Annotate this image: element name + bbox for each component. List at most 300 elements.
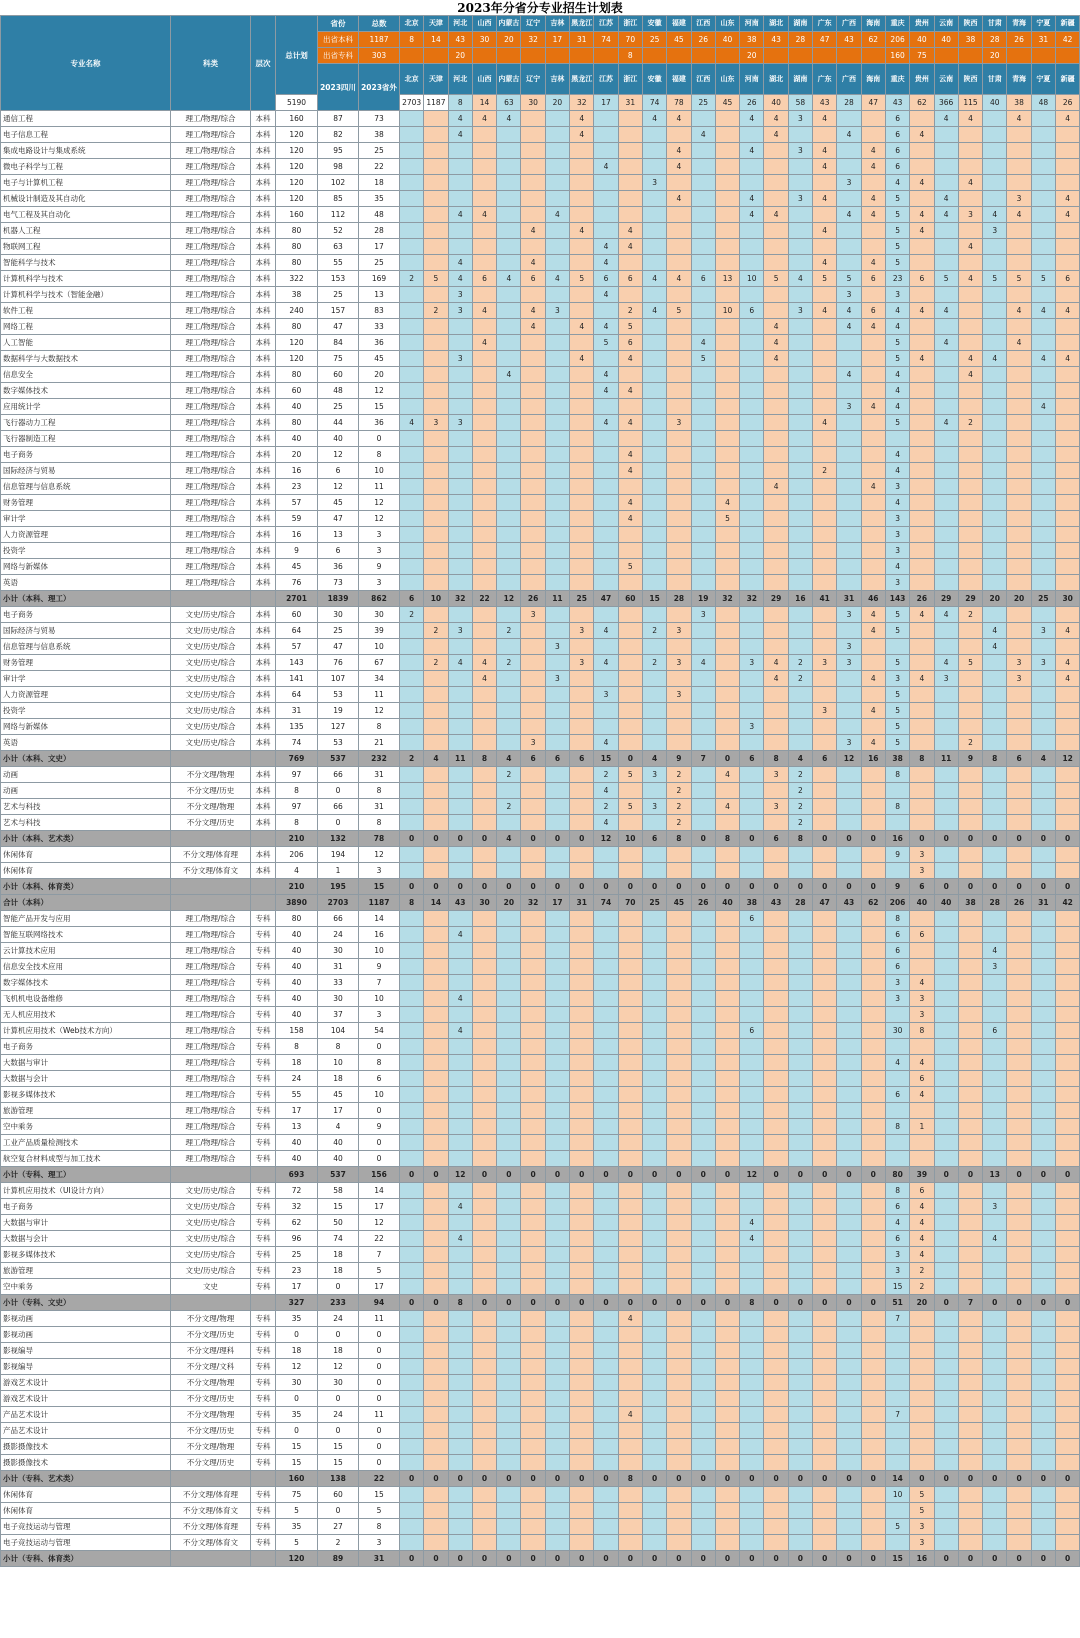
province-cell bbox=[910, 431, 934, 447]
subtotal-row bbox=[1, 1471, 1080, 1487]
outside-count: 169 bbox=[359, 271, 400, 287]
province-cell: 0 bbox=[521, 831, 545, 847]
province-cell bbox=[642, 207, 666, 223]
header-junior-count bbox=[1007, 48, 1031, 64]
province-cell bbox=[788, 1535, 812, 1551]
province-cell: 3 bbox=[667, 687, 691, 703]
province-cell bbox=[740, 223, 764, 239]
province-cell bbox=[618, 1535, 642, 1551]
province-cell bbox=[1007, 511, 1031, 527]
province-cell bbox=[570, 735, 594, 751]
major-level bbox=[251, 1471, 276, 1487]
header-junior-count bbox=[764, 48, 788, 64]
province-cell bbox=[934, 143, 958, 159]
province-cell: 4 bbox=[885, 367, 909, 383]
province-cell bbox=[691, 943, 715, 959]
province-cell bbox=[497, 1199, 521, 1215]
major-level: 专科 bbox=[251, 1391, 276, 1407]
sichuan-count: 127 bbox=[318, 719, 359, 735]
header-province-name: 内蒙古 bbox=[497, 64, 521, 95]
province-cell: 4 bbox=[1056, 207, 1080, 223]
province-cell bbox=[764, 1263, 788, 1279]
province-cell: 4 bbox=[497, 831, 521, 847]
province-cell bbox=[472, 703, 496, 719]
province-cell bbox=[764, 559, 788, 575]
sichuan-count: 63 bbox=[318, 239, 359, 255]
province-cell: 8 bbox=[885, 1183, 909, 1199]
major-category: 理工/物理/综合 bbox=[171, 335, 251, 351]
province-cell: 0 bbox=[497, 1471, 521, 1487]
province-cell bbox=[570, 255, 594, 271]
province-cell bbox=[545, 383, 569, 399]
province-cell bbox=[740, 1519, 764, 1535]
sichuan-count: 25 bbox=[318, 623, 359, 639]
province-cell bbox=[983, 495, 1007, 511]
province-cell: 0 bbox=[958, 1551, 982, 1567]
header-undergrad-count: 20 bbox=[497, 32, 521, 48]
province-cell: 0 bbox=[715, 1167, 739, 1183]
province-cell bbox=[570, 559, 594, 575]
province-cell bbox=[497, 511, 521, 527]
province-cell: 16 bbox=[885, 831, 909, 847]
table-row bbox=[1, 1087, 1080, 1103]
province-cell bbox=[813, 1119, 837, 1135]
province-cell bbox=[958, 703, 982, 719]
province-cell bbox=[424, 1359, 448, 1375]
province-cell bbox=[983, 1391, 1007, 1407]
province-cell: 5 bbox=[667, 303, 691, 319]
province-cell bbox=[545, 1535, 569, 1551]
province-cell bbox=[545, 703, 569, 719]
province-cell bbox=[983, 1535, 1007, 1551]
province-cell bbox=[740, 1375, 764, 1391]
province-cell bbox=[448, 527, 472, 543]
header-province-sum: 20 bbox=[545, 95, 569, 111]
province-cell bbox=[594, 1087, 618, 1103]
province-cell: 3 bbox=[448, 623, 472, 639]
province-cell bbox=[618, 1055, 642, 1071]
header-province-sum: 26 bbox=[1056, 95, 1080, 111]
province-cell bbox=[813, 1007, 837, 1023]
province-cell bbox=[958, 431, 982, 447]
province-cell bbox=[618, 783, 642, 799]
major-category: 理工/物理/综合 bbox=[171, 191, 251, 207]
province-cell: 3 bbox=[813, 655, 837, 671]
province-cell bbox=[861, 351, 885, 367]
province-cell: 16 bbox=[861, 751, 885, 767]
province-cell bbox=[618, 479, 642, 495]
outside-count: 0 bbox=[359, 1343, 400, 1359]
province-cell bbox=[400, 191, 424, 207]
province-cell bbox=[788, 1375, 812, 1391]
province-cell bbox=[958, 1375, 982, 1391]
sichuan-count: 95 bbox=[318, 143, 359, 159]
province-cell: 0 bbox=[691, 1295, 715, 1311]
province-cell bbox=[861, 1119, 885, 1135]
province-cell bbox=[400, 671, 424, 687]
province-cell bbox=[910, 287, 934, 303]
outside-count: 0 bbox=[359, 1391, 400, 1407]
outside-count: 45 bbox=[359, 351, 400, 367]
province-cell bbox=[497, 975, 521, 991]
province-cell bbox=[1056, 1327, 1080, 1343]
province-cell bbox=[983, 1135, 1007, 1151]
province-cell bbox=[1056, 1535, 1080, 1551]
header-province-name: 云南 bbox=[934, 64, 958, 95]
province-cell: 6 bbox=[1007, 751, 1031, 767]
province-cell bbox=[764, 1503, 788, 1519]
province-cell: 4 bbox=[837, 319, 861, 335]
province-cell bbox=[837, 559, 861, 575]
header-out-undergrad-label: 出省本科 bbox=[318, 32, 359, 48]
major-category: 理工/物理/综合 bbox=[171, 159, 251, 175]
province-cell: 4 bbox=[910, 1247, 934, 1263]
province-cell bbox=[958, 399, 982, 415]
province-cell bbox=[472, 415, 496, 431]
province-cell bbox=[837, 335, 861, 351]
province-cell bbox=[521, 1247, 545, 1263]
province-cell bbox=[1007, 127, 1031, 143]
province-cell: 29 bbox=[958, 591, 982, 607]
major-category: 不分文理/文科 bbox=[171, 1359, 251, 1375]
province-cell bbox=[424, 559, 448, 575]
province-cell bbox=[594, 671, 618, 687]
province-cell: 0 bbox=[667, 1295, 691, 1311]
province-cell bbox=[1007, 1215, 1031, 1231]
header-province-name: 宁夏 bbox=[1031, 64, 1055, 95]
province-cell bbox=[958, 1263, 982, 1279]
province-cell bbox=[983, 303, 1007, 319]
province-cell bbox=[667, 495, 691, 511]
outside-count: 22 bbox=[359, 1471, 400, 1487]
province-cell bbox=[570, 1535, 594, 1551]
total-plan: 97 bbox=[276, 767, 318, 783]
province-cell bbox=[1031, 175, 1055, 191]
province-cell bbox=[642, 1455, 666, 1471]
province-cell bbox=[1056, 431, 1080, 447]
province-cell bbox=[715, 1279, 739, 1295]
province-cell bbox=[1056, 239, 1080, 255]
province-cell bbox=[594, 143, 618, 159]
province-cell bbox=[400, 623, 424, 639]
province-cell bbox=[424, 543, 448, 559]
header-undergrad-count: 25 bbox=[642, 32, 666, 48]
province-cell: 6 bbox=[910, 271, 934, 287]
table-row bbox=[1, 399, 1080, 415]
province-cell bbox=[715, 159, 739, 175]
major-category: 理工/物理/综合 bbox=[171, 1103, 251, 1119]
province-cell bbox=[715, 911, 739, 927]
province-cell bbox=[885, 431, 909, 447]
major-level: 本科 bbox=[251, 303, 276, 319]
total-plan: 76 bbox=[276, 575, 318, 591]
major-level: 本科 bbox=[251, 639, 276, 655]
province-cell bbox=[400, 703, 424, 719]
province-cell bbox=[740, 1455, 764, 1471]
header-province-name: 青海 bbox=[1007, 16, 1031, 32]
table-row bbox=[1, 1119, 1080, 1135]
province-cell bbox=[472, 815, 496, 831]
major-name: 机械设计制造及其自动化 bbox=[1, 191, 171, 207]
province-cell bbox=[594, 943, 618, 959]
province-cell: 0 bbox=[521, 1551, 545, 1567]
province-cell bbox=[570, 1039, 594, 1055]
province-cell: 4 bbox=[764, 351, 788, 367]
province-cell bbox=[910, 943, 934, 959]
province-cell bbox=[764, 719, 788, 735]
province-cell bbox=[521, 959, 545, 975]
province-cell bbox=[448, 1263, 472, 1279]
header-province-sum: 43 bbox=[813, 95, 837, 111]
province-cell: 4 bbox=[934, 111, 958, 127]
header-province-name: 河北 bbox=[448, 64, 472, 95]
province-cell bbox=[472, 1023, 496, 1039]
province-cell bbox=[424, 1119, 448, 1135]
province-cell bbox=[521, 351, 545, 367]
province-cell bbox=[983, 1343, 1007, 1359]
province-cell: 3 bbox=[910, 863, 934, 879]
outside-count: 0 bbox=[359, 1439, 400, 1455]
province-cell: 4 bbox=[885, 447, 909, 463]
province-cell bbox=[813, 1087, 837, 1103]
province-cell bbox=[861, 1135, 885, 1151]
province-cell bbox=[691, 959, 715, 975]
province-cell bbox=[472, 575, 496, 591]
province-cell bbox=[861, 367, 885, 383]
province-cell bbox=[813, 431, 837, 447]
province-cell bbox=[497, 1407, 521, 1423]
table-row bbox=[1, 863, 1080, 879]
province-cell: 6 bbox=[400, 591, 424, 607]
province-cell bbox=[667, 1199, 691, 1215]
major-name: 休闲体育 bbox=[1, 1487, 171, 1503]
province-cell bbox=[837, 1375, 861, 1391]
header-province-sum: 38 bbox=[1007, 95, 1031, 111]
province-cell: 4 bbox=[934, 655, 958, 671]
province-cell bbox=[691, 383, 715, 399]
province-cell bbox=[934, 1391, 958, 1407]
province-cell bbox=[1031, 1199, 1055, 1215]
province-cell: 0 bbox=[691, 1471, 715, 1487]
header-total-plan: 总计划 bbox=[276, 16, 318, 95]
province-cell: 4 bbox=[885, 175, 909, 191]
province-cell bbox=[715, 239, 739, 255]
province-cell: 25 bbox=[642, 895, 666, 911]
province-cell bbox=[497, 959, 521, 975]
major-category: 不分文理/历史 bbox=[171, 815, 251, 831]
province-cell bbox=[400, 575, 424, 591]
province-cell bbox=[1007, 159, 1031, 175]
province-cell bbox=[764, 1119, 788, 1135]
province-cell bbox=[667, 255, 691, 271]
province-cell bbox=[1031, 223, 1055, 239]
province-cell: 4 bbox=[448, 1231, 472, 1247]
province-cell bbox=[1056, 703, 1080, 719]
province-cell bbox=[958, 1215, 982, 1231]
province-cell bbox=[910, 1311, 934, 1327]
province-cell bbox=[570, 1023, 594, 1039]
province-cell bbox=[764, 1231, 788, 1247]
province-cell bbox=[983, 479, 1007, 495]
province-cell bbox=[570, 783, 594, 799]
province-cell: 3 bbox=[837, 607, 861, 623]
province-cell: 0 bbox=[472, 879, 496, 895]
province-cell bbox=[861, 655, 885, 671]
province-cell: 74 bbox=[594, 895, 618, 911]
province-cell bbox=[885, 1343, 909, 1359]
province-cell: 4 bbox=[642, 271, 666, 287]
major-category: 理工/物理/综合 bbox=[171, 223, 251, 239]
province-cell bbox=[764, 527, 788, 543]
header-undergrad-count: 40 bbox=[934, 32, 958, 48]
province-cell bbox=[497, 1183, 521, 1199]
major-category: 理工/物理/综合 bbox=[171, 927, 251, 943]
major-level bbox=[251, 1551, 276, 1567]
province-cell bbox=[545, 399, 569, 415]
province-cell bbox=[1007, 799, 1031, 815]
table-row bbox=[1, 1359, 1080, 1375]
province-cell bbox=[618, 127, 642, 143]
province-cell bbox=[642, 1519, 666, 1535]
province-cell bbox=[715, 319, 739, 335]
outside-count: 15 bbox=[359, 879, 400, 895]
province-cell bbox=[715, 383, 739, 399]
province-cell bbox=[1056, 415, 1080, 431]
table-row bbox=[1, 687, 1080, 703]
major-name: 物联网工程 bbox=[1, 239, 171, 255]
province-cell bbox=[545, 943, 569, 959]
province-cell bbox=[497, 1359, 521, 1375]
province-cell bbox=[521, 1407, 545, 1423]
province-cell bbox=[642, 943, 666, 959]
province-cell bbox=[764, 431, 788, 447]
province-cell bbox=[570, 495, 594, 511]
province-cell bbox=[400, 559, 424, 575]
province-cell bbox=[1056, 1231, 1080, 1247]
province-cell bbox=[958, 1359, 982, 1375]
province-cell bbox=[570, 703, 594, 719]
province-cell: 8 bbox=[910, 1023, 934, 1039]
province-cell bbox=[958, 975, 982, 991]
province-cell: 4 bbox=[813, 143, 837, 159]
province-cell bbox=[545, 1135, 569, 1151]
province-cell: 0 bbox=[545, 879, 569, 895]
sichuan-count: 17 bbox=[318, 1103, 359, 1119]
province-cell bbox=[618, 543, 642, 559]
province-cell bbox=[472, 1039, 496, 1055]
province-cell bbox=[715, 1439, 739, 1455]
table-row bbox=[1, 1231, 1080, 1247]
province-cell bbox=[764, 1391, 788, 1407]
province-cell bbox=[934, 943, 958, 959]
province-cell bbox=[570, 1087, 594, 1103]
province-cell bbox=[424, 1039, 448, 1055]
table-row bbox=[1, 1183, 1080, 1199]
header-junior-count bbox=[472, 48, 496, 64]
province-cell bbox=[1007, 1519, 1031, 1535]
province-cell: 6 bbox=[691, 271, 715, 287]
outside-count: 12 bbox=[359, 495, 400, 511]
province-cell: 5 bbox=[764, 271, 788, 287]
province-cell bbox=[740, 1199, 764, 1215]
province-cell bbox=[448, 1343, 472, 1359]
major-name: 动画 bbox=[1, 767, 171, 783]
province-cell: 6 bbox=[910, 879, 934, 895]
province-cell bbox=[861, 1535, 885, 1551]
province-cell bbox=[594, 991, 618, 1007]
table-row bbox=[1, 175, 1080, 191]
major-category: 不分文理/体育理 bbox=[171, 847, 251, 863]
sichuan-count: 60 bbox=[318, 367, 359, 383]
province-cell bbox=[618, 1231, 642, 1247]
total-plan: 35 bbox=[276, 1519, 318, 1535]
province-cell bbox=[521, 1087, 545, 1103]
province-cell bbox=[642, 1135, 666, 1151]
province-cell bbox=[764, 463, 788, 479]
province-cell bbox=[813, 1151, 837, 1167]
province-cell bbox=[764, 1407, 788, 1423]
province-cell bbox=[910, 335, 934, 351]
province-cell bbox=[642, 191, 666, 207]
province-cell bbox=[570, 431, 594, 447]
province-cell bbox=[983, 1407, 1007, 1423]
major-name: 飞机机电设备维修 bbox=[1, 991, 171, 1007]
province-cell: 0 bbox=[424, 1551, 448, 1567]
table-row bbox=[1, 351, 1080, 367]
province-cell bbox=[618, 1183, 642, 1199]
province-cell bbox=[958, 1311, 982, 1327]
province-cell: 0 bbox=[618, 751, 642, 767]
table-row bbox=[1, 1151, 1080, 1167]
outside-count: 11 bbox=[359, 687, 400, 703]
province-cell bbox=[861, 687, 885, 703]
province-cell bbox=[424, 111, 448, 127]
province-cell: 43 bbox=[837, 895, 861, 911]
province-cell bbox=[400, 975, 424, 991]
major-name: 休闲体育 bbox=[1, 847, 171, 863]
major-category bbox=[171, 591, 251, 607]
major-category: 不分文理/历史 bbox=[171, 1327, 251, 1343]
province-cell bbox=[813, 1103, 837, 1119]
province-cell bbox=[1007, 1087, 1031, 1103]
table-row bbox=[1, 239, 1080, 255]
province-cell bbox=[618, 207, 642, 223]
province-cell bbox=[545, 1247, 569, 1263]
total-plan: 55 bbox=[276, 1087, 318, 1103]
province-cell: 4 bbox=[910, 1087, 934, 1103]
province-cell bbox=[740, 1391, 764, 1407]
total-plan: 206 bbox=[276, 847, 318, 863]
province-cell bbox=[740, 623, 764, 639]
province-cell bbox=[1056, 511, 1080, 527]
sichuan-count: 75 bbox=[318, 351, 359, 367]
province-cell: 43 bbox=[448, 895, 472, 911]
sichuan-count: 24 bbox=[318, 927, 359, 943]
header-province-name: 天津 bbox=[424, 64, 448, 95]
province-cell bbox=[497, 735, 521, 751]
province-cell bbox=[545, 479, 569, 495]
province-cell bbox=[837, 1199, 861, 1215]
province-cell bbox=[813, 1535, 837, 1551]
province-cell bbox=[861, 1487, 885, 1503]
province-cell bbox=[667, 1343, 691, 1359]
province-cell bbox=[570, 175, 594, 191]
province-cell bbox=[740, 1055, 764, 1071]
major-name: 数字媒体技术 bbox=[1, 975, 171, 991]
major-category: 理工/物理/综合 bbox=[171, 1071, 251, 1087]
outside-count: 0 bbox=[359, 1327, 400, 1343]
province-cell bbox=[861, 1151, 885, 1167]
